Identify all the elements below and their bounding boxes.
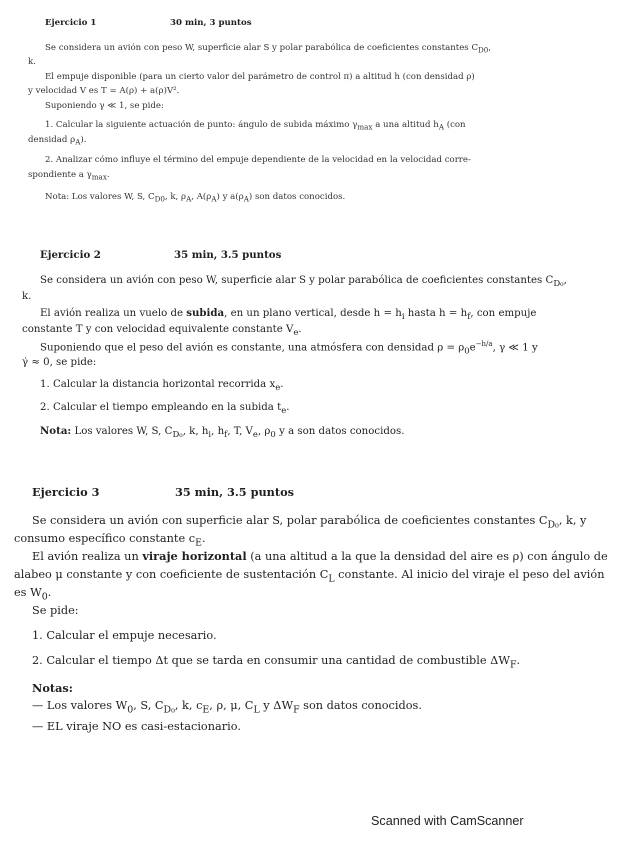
ex3-text: — Los valores W: [32, 699, 128, 712]
ex2-item-2: 2. Calcular el tiempo empleando en la subida $t_e$.: [40, 402, 290, 417]
ex3-line-2: consumo específico constante $c_E$.: [14, 532, 206, 549]
exercise-3-meta: 35 min, 3.5 puntos: [175, 485, 295, 499]
ex1-sub: D0: [154, 194, 165, 204]
ex2-sup: −h/a: [475, 340, 493, 348]
ex3-text: alabeo μ constante y con coeficiente de sustentación C: [14, 568, 329, 581]
ex3-line-3: [32, 551, 608, 562]
ex1-item-2: 2. Analizar cómo influye el término del empuje dependiente de la velocidad en la velocidad corre-: [45, 155, 471, 165]
ex3-item-1: 1. Calcular el empuje necesario.: [32, 629, 217, 642]
ex3-note-1: — Los valores $W_0$, S, $C_{D_0}$, k, $c_E$, ρ, μ, $C_L$ y $\Delta W_F$ son datos conocidos.: [32, 699, 422, 716]
ex3-line-6: Se pide:: [32, 604, 79, 617]
ex1-sub: A: [186, 194, 192, 204]
ex3-text: , k, c: [174, 699, 203, 712]
ex2-text: 2. Calcular el tiempo empleando en la subida t: [40, 402, 282, 413]
ex3-text: son datos conocidos.: [299, 699, 422, 712]
ex1-line-2: k.: [28, 57, 36, 67]
exercise-2-meta: 35 min, 3.5 puntos: [174, 249, 282, 261]
exercise-1-meta: 30 min, 3 puntos: [170, 18, 252, 28]
ex3-text: constante. Al inicio del viraje el peso del avión: [334, 568, 605, 581]
ex2-text: , ρ: [257, 426, 271, 437]
ex1-text: (con: [446, 120, 466, 130]
ex1-line-1: [45, 44, 491, 54]
ex3-notes-title: Notas:: [32, 681, 73, 695]
ex1-text: a una altitud h: [375, 120, 439, 130]
ex3-line-4: alabeo μ constante y con coeficiente de sustentación $C_L$ constante. Al inicio del viraje el peso del avión: [14, 568, 605, 585]
ex2-text: y a son datos conocidos.: [275, 426, 405, 437]
ex3-text: , k, y: [558, 514, 587, 527]
ex1-text: Nota: Los valores W, S, C: [45, 192, 155, 202]
ex1-text: Se considera un avión con peso W, superficie alar S y polar parabólica de coeficientes constantes C: [45, 43, 479, 53]
ex1-item-2-cont: spondiente a $\gamma_{max}$.: [28, 170, 110, 182]
ex1-text: 1. Calcular la siguiente actuación de punto: ángulo de subida máximo γ: [45, 120, 358, 130]
ex2-line-4: constante T y con velocidad equivalente constante $V_e$.: [22, 324, 302, 339]
exercise-1-title: Ejercicio 1: [45, 18, 97, 28]
ex3-text: El avión realiza un: [32, 550, 143, 563]
ex1-item-1-cont: [28, 136, 86, 146]
ex2-bold: Nota:: [40, 425, 72, 437]
ex1-text: densidad ρ: [28, 135, 76, 145]
ex2-text: , en un plano vertical, desde h = h: [224, 308, 402, 319]
ex2-text: Se considera un avión con peso W, superficie alar S y polar parabólica de coeficientes constantes C: [40, 275, 554, 286]
ex2-note: Nota: Los valores W, S, $C_{D_0}$, k, $h_i$, $h_f$, T, $V_e$, $\rho_0$ y a son datos conocidos.: [40, 425, 405, 441]
ex2-text: 1. Calcular la distancia horizontal recorrida x: [40, 379, 276, 390]
ex3-text: consumo específico constante c: [14, 532, 196, 545]
ex2-text: , con empuje: [470, 308, 537, 319]
ex1-sub: D0: [478, 45, 489, 55]
ex3-text: (a una altitud a la que la densidad del aire es ρ) con ángulo de: [246, 550, 608, 563]
exercise-3-title: Ejercicio 3: [32, 485, 100, 499]
ex3-text: Se considera un avión con superficie alar S, polar parabólica de coeficientes constantes C: [32, 514, 548, 527]
ex1-sub: A: [243, 194, 249, 204]
ex3-text: , ρ, μ, C: [209, 699, 254, 712]
ex1-sub: A: [75, 137, 81, 147]
ex3-line-1: Se considera un avión con superficie alar S, polar parabólica de coeficientes constantes $C_{D_0}$, k, y: [32, 514, 587, 531]
ex1-text: ) son datos conocidos.: [248, 192, 346, 202]
ex2-text: constante T y con velocidad equivalente constante V: [22, 324, 294, 335]
ex3-text: 2. Calcular el tiempo Δt que se tarda en consumir una cantidad de combustible ΔW: [32, 654, 510, 667]
ex1-line-4: y velocidad V es T = A(ρ) + a(ρ)V².: [28, 86, 180, 96]
ex2-line-3: El avión realiza un vuelo de subida, en un plano vertical, desde $h = h_i$ hasta $h = h_f$, con empuje: [40, 307, 537, 323]
ex2-text: hasta h = h: [404, 308, 468, 319]
ex2-text: Los valores W, S, C: [74, 426, 173, 437]
camscanner-watermark: Scanned with CamScanner: [371, 814, 524, 828]
ex3-text: y ΔW: [259, 699, 294, 712]
ex3-note-2: — EL viraje NO es casi-estacionario.: [32, 720, 241, 733]
ex1-sub: max: [357, 122, 373, 132]
ex1-text: ).: [80, 135, 87, 145]
ex1-text: ) y a(ρ: [216, 192, 244, 202]
ex2-line-6: γ̇ ≈ 0, se pide:: [22, 357, 97, 368]
ex2-line-2: k.: [22, 291, 32, 302]
ex2-text: , k, h: [182, 426, 209, 437]
ex3-text: , S, C: [133, 699, 164, 712]
ex1-sub: A: [438, 122, 444, 132]
ex1-text: ,: [488, 43, 492, 53]
ex2-text: El avión realiza un vuelo de: [40, 308, 187, 319]
ex2-text: , h: [211, 426, 225, 437]
ex2-line-5: Suponiendo que el peso del avión es constante, una atmósfera con densidad $\rho = \rho_0e^{-h/a}$, γ ≪ 1 y: [40, 340, 538, 357]
exercise-2-title: Ejercicio 2: [40, 249, 101, 261]
ex1-note: [45, 193, 345, 203]
ex1-text: , A(ρ: [191, 192, 212, 202]
ex1-sub: A: [211, 194, 217, 204]
ex2-text: , γ ≪ 1 y: [492, 342, 538, 354]
ex2-item-1: 1. Calcular la distancia horizontal recorrida $x_e$.: [40, 379, 284, 394]
ex3-line-5: es $W_0$.: [14, 586, 52, 603]
ex2-text: e: [469, 342, 476, 354]
ex1-line-3: El empuje disponible (para un cierto valor del parámetro de control π) a altitud h (con densidad ρ): [45, 72, 475, 82]
ex1-sub: max: [91, 172, 107, 182]
ex3-item-2: 2. Calcular el tiempo Δt que se tarda en consumir una cantidad de combustible $\Delta W_F$.: [32, 654, 521, 671]
ex3-bold: viraje horizontal: [142, 549, 247, 563]
ex1-line-5: Suponiendo γ ≪ 1, se pide:: [45, 101, 164, 111]
ex1-text: , k, ρ: [164, 192, 187, 202]
ex1-text: spondiente a γ: [28, 170, 92, 180]
ex1-item-1: [45, 121, 466, 131]
ex2-line-1: Se considera un avión con peso W, superficie alar S y polar parabólica de coeficientes constantes $C_{D_0}$,: [40, 275, 567, 290]
ex2-text: , T, V: [227, 426, 253, 437]
ex2-bold: subida: [186, 307, 225, 319]
ex3-text: es W: [14, 586, 42, 599]
ex2-text: Suponiendo que el peso del avión es constante, una atmósfera con densidad ρ = ρ: [40, 342, 465, 354]
